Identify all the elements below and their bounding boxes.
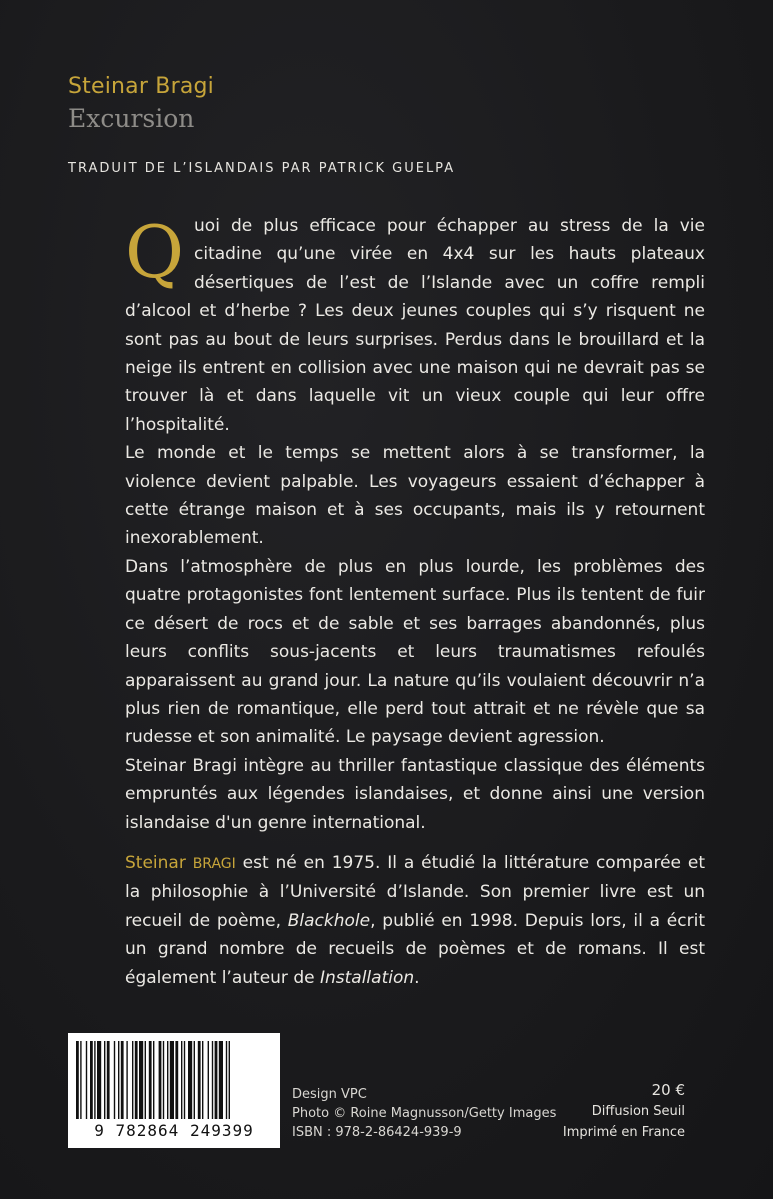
barcode-bar: [118, 1041, 119, 1119]
bio-last-name: BRAGI: [192, 855, 236, 872]
barcode-bar: [219, 1041, 223, 1119]
barcode-bar: [94, 1041, 95, 1119]
price: 20 €: [651, 1081, 685, 1099]
barcode-bar: [202, 1041, 203, 1119]
barcode-bar: [215, 1041, 218, 1119]
summary-paragraph-1-text: uoi de plus efficace pour échapper au stress de la vie citadine qu’une virée en 4x4 sur les hauts plateaux désertiques de l’est de l’Islande avec un coffre rempli d’alcool et d’herbe ? Les deux jeunes couples qui s’y risquent ne sont pas au bout de leurs surprises. Perdus dans le brouillard et la neige ils entrent en collision avec une maison qui ne devrait pas se trouver là et dans laquelle vit un vieux couple qui leur offre l’hospitalité.: [125, 216, 705, 435]
barcode: [68, 1033, 280, 1148]
barcode-bar: [97, 1041, 101, 1119]
barcode-bar: [86, 1041, 87, 1119]
printed-in: Imprimé en France: [562, 1125, 685, 1140]
barcode-bar: [212, 1041, 213, 1119]
barcode-bar: [90, 1041, 93, 1119]
price-block: [563, 1080, 685, 1143]
bio-text-3: .: [414, 967, 420, 988]
barcode-bar: [229, 1041, 230, 1119]
distribution: Diffusion Seuil: [591, 1104, 685, 1119]
barcode-bar: [126, 1041, 127, 1119]
bio-text-2: , publié en 1998. Depuis lors, il a écrit un grand nombre de recueils de poèmes et de romans. Il est également l’auteur de: [125, 910, 705, 988]
photo-credit: Photo © Roine Magnusson/Getty Images: [292, 1106, 557, 1121]
barcode-bar: [153, 1041, 154, 1119]
barcode-bar: [104, 1041, 105, 1119]
barcode-bar: [194, 1041, 195, 1119]
summary-text: [125, 212, 705, 992]
book-title: Excursion: [68, 104, 195, 133]
barcode-bar: [139, 1041, 143, 1119]
barcode-bar: [181, 1041, 182, 1119]
bio-author-name: [125, 853, 236, 873]
barcode-bar: [198, 1041, 201, 1119]
barcode-bar: [184, 1041, 185, 1119]
summary-paragraph-2: Le monde et le temps se mettent alors à se transformer, la violence devient palpable. Les voyageurs essaient d’échapper à cette étrange maison et à ses occupants, mais ils y retournent inexorablement.: [125, 443, 705, 549]
barcode-bar: [135, 1041, 138, 1119]
barcode-bar: [170, 1041, 174, 1119]
bio-first-name: Steinar: [125, 852, 186, 873]
barcode-bar: [163, 1041, 164, 1119]
summary-paragraph-4: Steinar Bragi intègre au thriller fantastique classique des éléments empruntés aux légendes islandaises, et donne ainsi une version islandaise d'un genre international.: [125, 755, 705, 833]
barcode-number: 9 782864 249399: [94, 1121, 254, 1140]
barcode-bar: [175, 1041, 178, 1119]
barcode-bar: [132, 1041, 133, 1119]
barcode-bar: [149, 1041, 152, 1119]
dropcap-letter: Q: [125, 210, 185, 294]
translator-credit: TRADUIT DE L’ISLANDAIS PAR PATRICK GUELPA: [68, 161, 456, 176]
summary-paragraph-1: [125, 212, 705, 439]
author-name: Steinar Bragi: [68, 74, 214, 99]
design-credit: Design VPC: [292, 1087, 367, 1102]
barcode-bar: [159, 1041, 162, 1119]
barcode-bar: [121, 1041, 124, 1119]
bio-book-2: Installation: [319, 967, 415, 988]
barcode-bar: [167, 1041, 168, 1119]
summary-paragraph-3: Dans l’atmosphère de plus en plus lourde, les problèmes des quatre protagonistes font lentement surface. Plus ils tentent de fuir ce désert de rocs et de sable et ses barrages abandonnés, plus leurs conflits sous-jacents et leurs traumatismes refoulés apparaissent au grand jour. La nature qu’ils voulaient découvrir n’a plus rien de romantique, elle perd tout attrait et ne révèle que sa rudesse et son animalité. Le paysage devient agression.: [125, 556, 705, 748]
author-bio: [125, 849, 705, 992]
barcode-bar: [188, 1041, 192, 1119]
credits-block: [292, 1085, 556, 1142]
barcode-bar: [114, 1041, 115, 1119]
bio-book-1: Blackhole: [287, 910, 371, 931]
bio-text-1: est né en 1975. Il a étudié la littérature comparée et la philosophie à l’Université d’Islande. Son premier livre est un recueil de poème,: [125, 852, 705, 931]
barcode-bar: [107, 1041, 110, 1119]
barcode-bar: [145, 1041, 146, 1119]
barcode-bar: [80, 1041, 81, 1119]
barcode-bar: [208, 1041, 209, 1119]
barcode-bar: [226, 1041, 227, 1119]
barcode-bar: [76, 1041, 79, 1119]
isbn: ISBN : 978-2-86424-939-9: [292, 1125, 462, 1140]
barcode-bars: [76, 1041, 272, 1119]
